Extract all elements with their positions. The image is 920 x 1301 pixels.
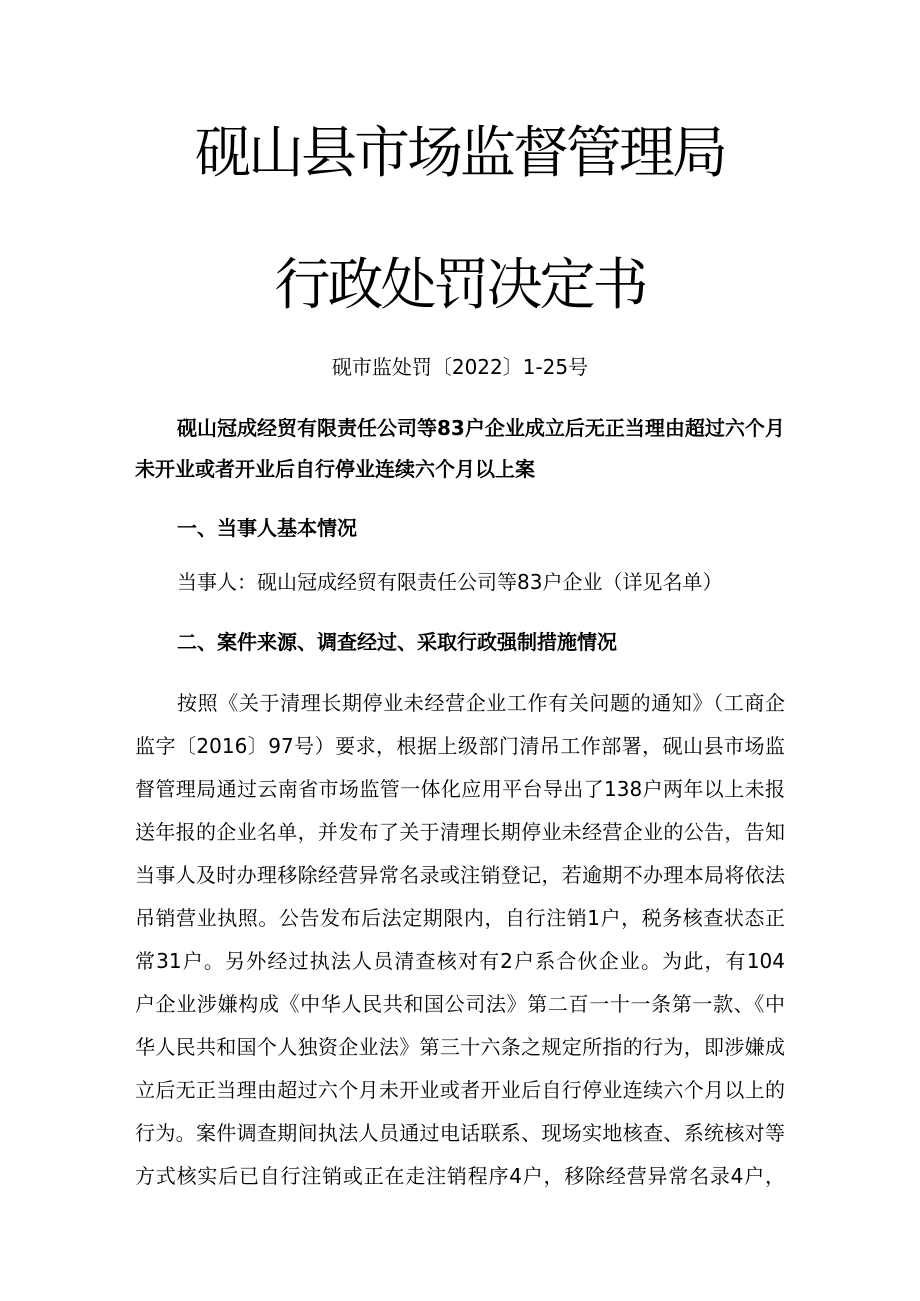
section-heading-party-info: 一、当事人基本情况 xyxy=(177,516,357,540)
body-line: 户企业涉嫌构成《中华人民共和国公司法》第二百一十一条第一款、《中 xyxy=(135,992,785,1016)
section-heading-case-source: 二、案件来源、调查经过、采取行政强制措施情况 xyxy=(177,630,617,654)
body-line: 常31户。另外经过执法人员清查核对有2户系合伙企业。为此，有104 xyxy=(135,949,785,973)
body-line: 华人民共和国个人独资企业法》第三十六条之规定所指的行为，即涉嫌成 xyxy=(135,1035,785,1059)
document-title-agency: 砚山县市场监督管理局 xyxy=(195,121,725,186)
body-line: 监字〔2016〕97号）要求，根据上级部门清吊工作部署，砚山县市场监 xyxy=(135,734,785,758)
document-number: 砚市监处罚〔2022〕1-25号 xyxy=(331,355,589,379)
body-line: 吊销营业执照。公告发布后法定期限内，自行注销1户，税务核查状态正 xyxy=(135,906,785,930)
case-title: 砚山冠成经贸有限责任公司等83户企业成立后无正当理由超过六个月未开业或者开业后自行停业连续六个月以上案 xyxy=(135,416,785,481)
party-statement: 当事人：砚山冠成经贸有限责任公司等83户企业（详见名单） xyxy=(177,570,723,594)
body-line: 方式核实后已自行注销或正在走注销程序4户，移除经营异常名录4户， xyxy=(135,1164,785,1188)
body-line: 当事人及时办理移除经营异常名录或注销登记，若逾期不办理本局将依法 xyxy=(135,863,785,887)
document-title-type: 行政处罚决定书 xyxy=(274,253,646,318)
body-line: 送年报的企业名单，并发布了关于清理长期停业未经营企业的公告，告知 xyxy=(135,820,785,844)
body-line: 立后无正当理由超过六个月未开业或者开业后自行停业连续六个月以上的 xyxy=(135,1078,785,1102)
body-paragraph xyxy=(135,682,785,1198)
body-line: 行为。案件调查期间执法人员通过电话联系、现场实地核查、系统核对等 xyxy=(135,1121,785,1145)
body-line: 按照《关于清理长期停业未经营企业工作有关问题的通知》（工商企 xyxy=(177,691,785,715)
body-line: 督管理局通过云南省市场监管一体化应用平台导出了138户两年以上未报 xyxy=(135,777,785,801)
